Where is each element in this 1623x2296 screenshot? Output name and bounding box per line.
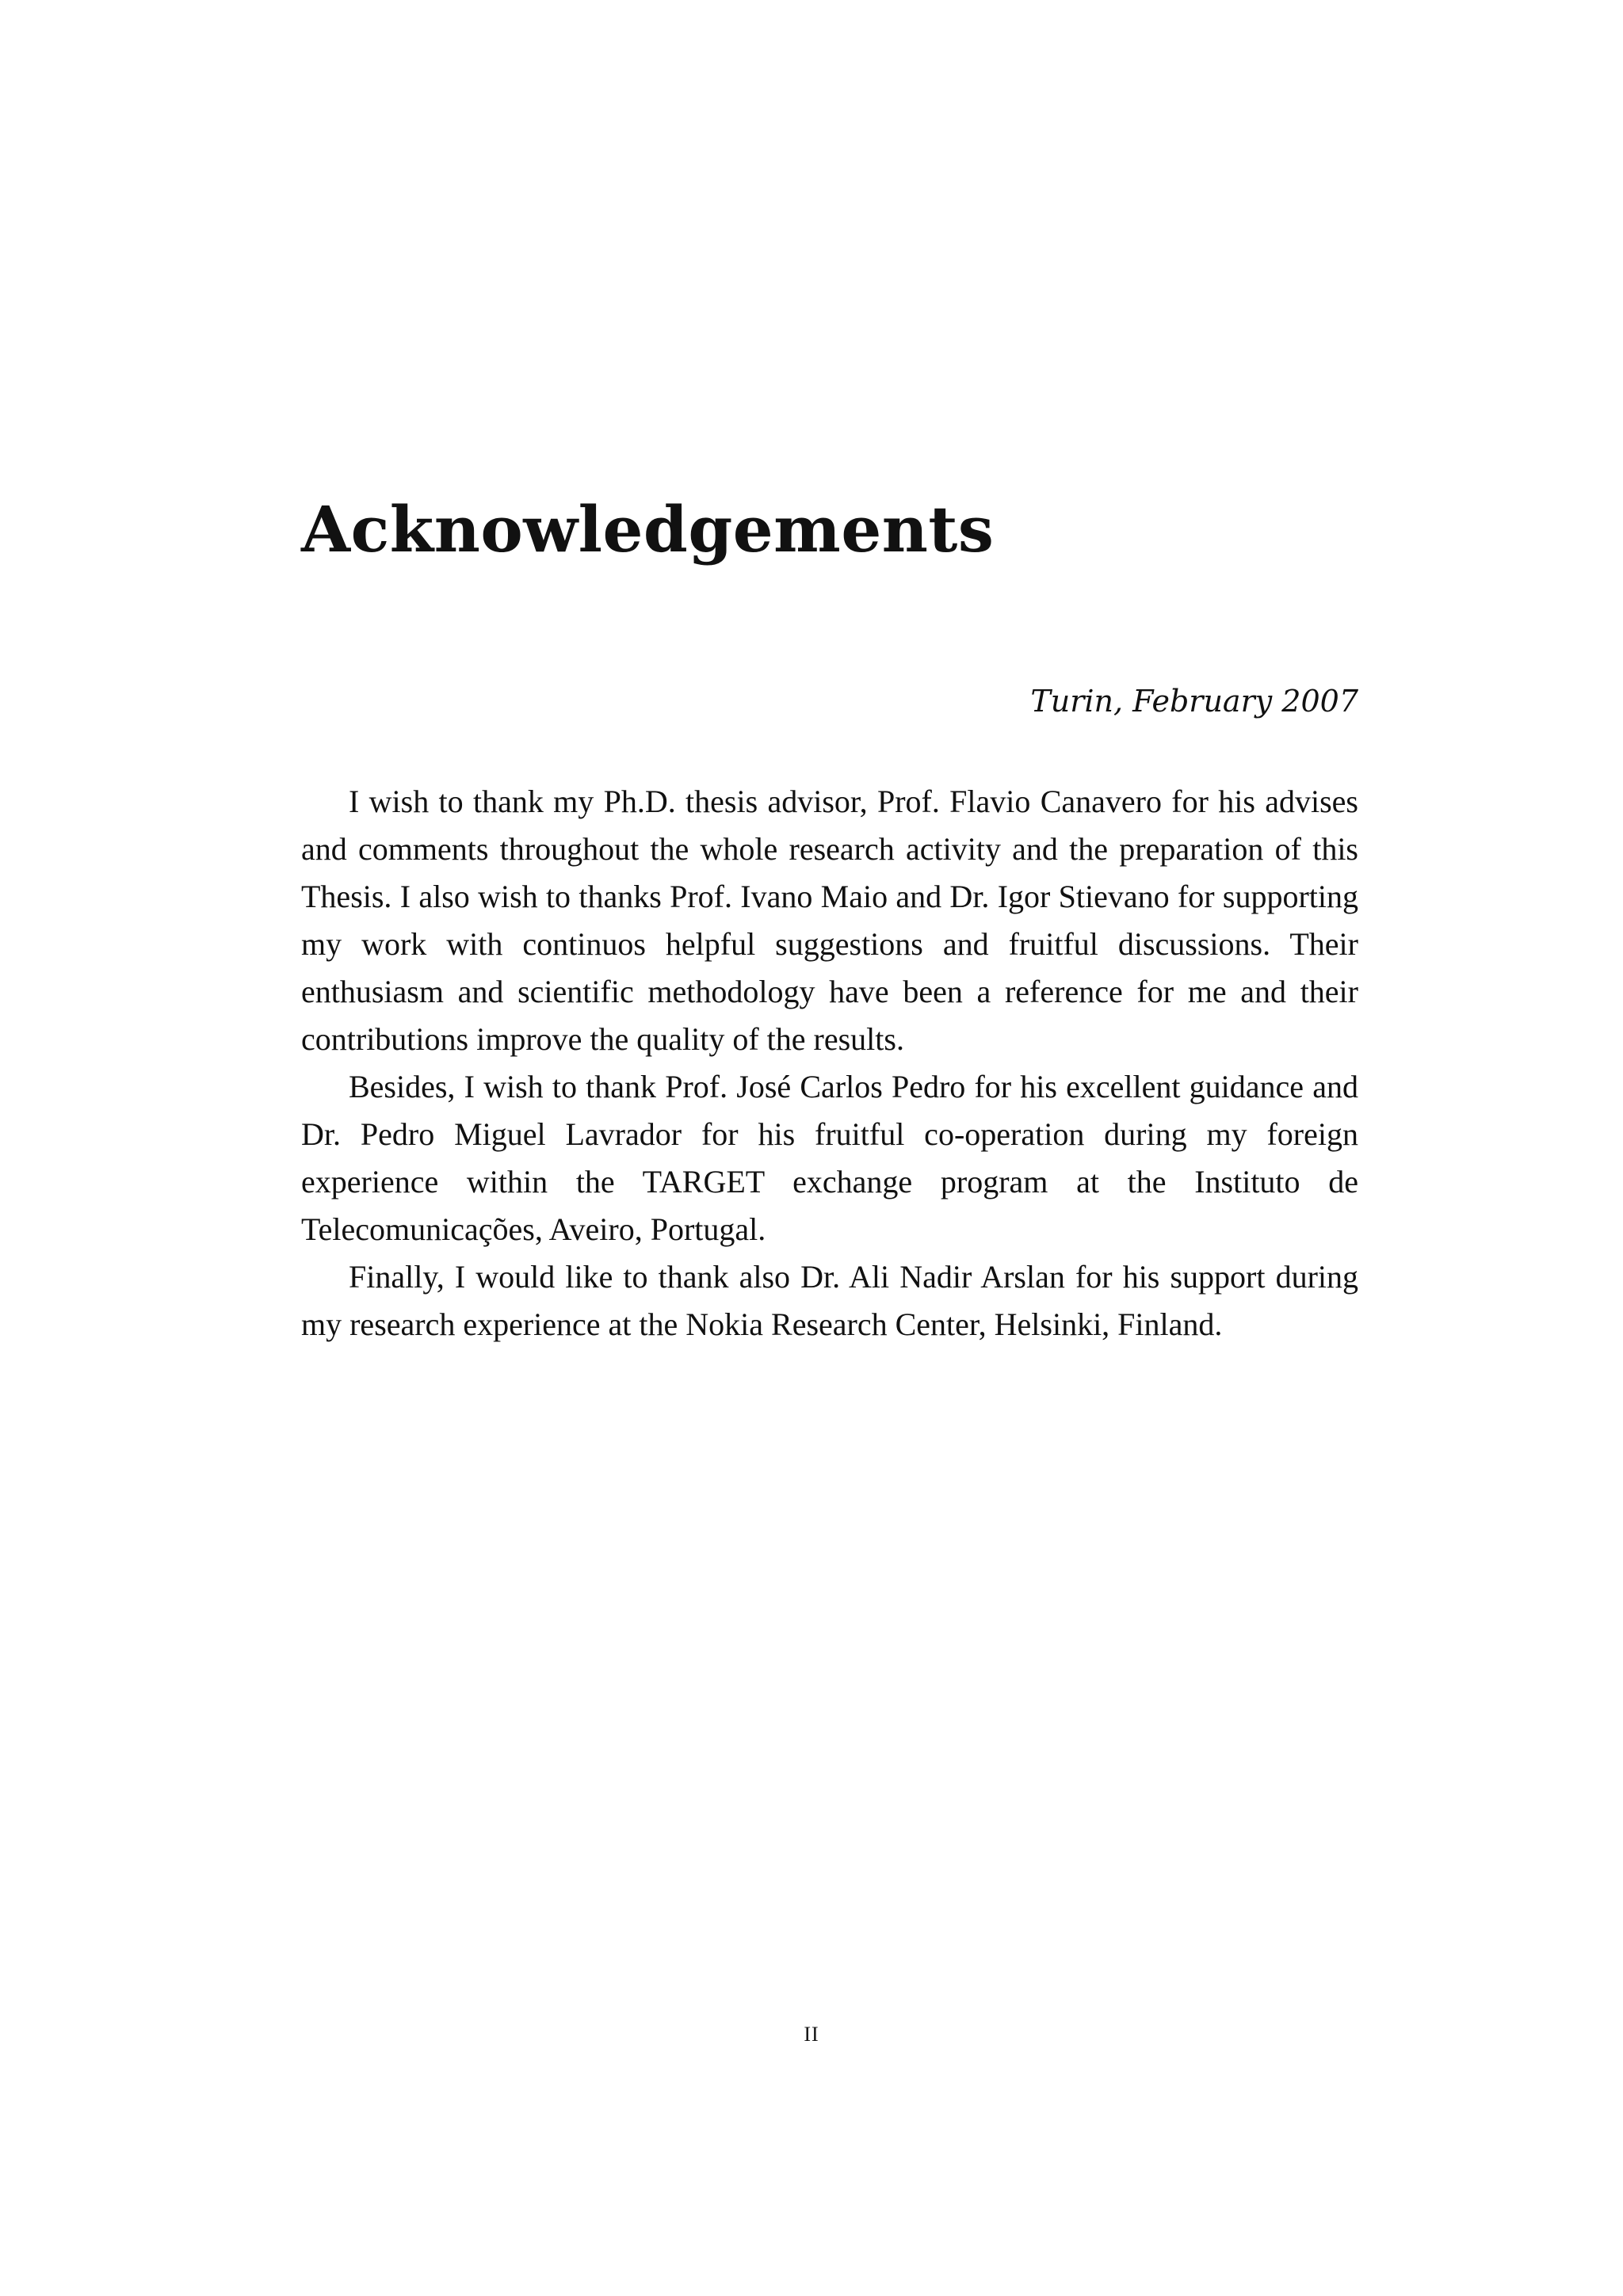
- acknowledgement-text: [301, 778, 1358, 1348]
- paragraph-advisor: I wish to thank my Ph.D. thesis advisor, Prof. Flavio Canavero for his advises and comments throughout the whole research activity and the preparation of this Thesis. I also wish to thanks Prof. Ivano Maio and Dr. Igor Stievano for supporting my work with continuos helpful suggestions and fruitful discussions. Their enthusiasm and scientific methodology have been a reference for me and their contributions improve the quality of the results.: [301, 784, 1358, 1057]
- paragraph-exchange: Besides, I wish to thank Prof. José Carlos Pedro for his excellent guidance and Dr. Pedro Miguel Lavrador for his fruitful co-operation during my foreign experience within the TARGET exchange program at the Instituto de Telecomunicações, Aveiro, Portugal.: [301, 1069, 1358, 1247]
- page-title: Acknowledgements: [301, 492, 995, 566]
- dateline: Turin, February 2007: [1030, 684, 1358, 719]
- page-number: II: [804, 2023, 819, 2046]
- paragraph-nokia: Finally, I would like to thank also Dr. Ali Nadir Arslan for his support during my research experience at the Nokia Research Center, Helsinki, Finland.: [301, 1259, 1358, 1342]
